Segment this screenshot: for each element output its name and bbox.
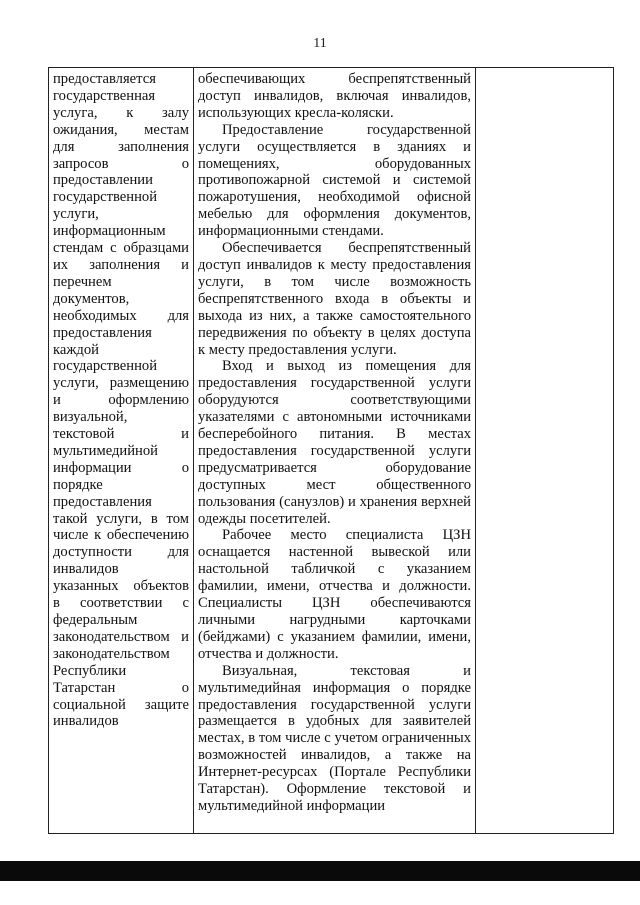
- left-line: предоставлении: [53, 172, 153, 189]
- paragraph: Рабочее место специалиста ЦЗН оснащается настенной вывеской или настольной табличкой с указанием фамилии, имени, отчества и должности. Специалисты ЦЗН обеспечиваются личными нагрудными карточками (бейджами) с указанием фамилии, имени, отчества и должности.: [198, 527, 471, 662]
- left-line: инвалидов: [53, 713, 119, 730]
- left-line: социальной защите: [53, 696, 189, 713]
- left-line: государственной: [53, 189, 158, 206]
- left-line: информации о: [53, 459, 189, 476]
- left-line: необходимых для: [53, 307, 189, 324]
- left-line: Республики: [53, 662, 127, 679]
- left-line: Татарстан о: [53, 679, 189, 696]
- left-line: услуга, к залу: [53, 104, 189, 121]
- paragraph: обеспечивающих беспрепятственный доступ инвалидов, включая инвалидов, использующих кресла-коляски.: [198, 71, 471, 121]
- table-row: [49, 68, 614, 834]
- left-line: числе к обеспечению: [53, 527, 189, 544]
- left-line: информационным: [53, 223, 166, 240]
- page-number: 11: [313, 36, 327, 51]
- left-line: федеральным: [53, 612, 138, 628]
- left-line: законодательством и: [53, 628, 189, 645]
- left-line: стендам с образцами: [53, 240, 189, 257]
- right-column-cell: [476, 68, 614, 834]
- left-line: указанных объектов: [53, 578, 189, 595]
- left-line: запросов о: [53, 155, 189, 172]
- left-line: услуги, размещению: [53, 375, 189, 392]
- left-line: перечнем: [53, 273, 112, 290]
- left-column-cell: [49, 68, 194, 834]
- middle-column-cell: [194, 68, 476, 834]
- paragraph: Вход и выход из помещения для предоставления государственной услуги оборудуются соответствующими указателями с автономными источниками бесперебойного питания. В местах предоставления государственной услуги предусматривается оборудование доступных мест общественного пользования (санузлов) и хранения верхней одежды посетителей.: [198, 358, 471, 527]
- left-line: государственной: [53, 358, 158, 375]
- requirements-table: [48, 67, 614, 834]
- paragraph: Обеспечивается беспрепятственный доступ инвалидов к месту предоставления услуги, в том числе возможность беспрепятственного входа в объекты и выхода из них, а также самостоятельного передвижения по объекту в целях доступа к месту предоставления услуги.: [198, 240, 471, 358]
- left-line: ожидания, местам: [53, 121, 189, 138]
- left-line: предоставления: [53, 324, 152, 341]
- left-line: каждой: [53, 341, 99, 358]
- left-line: законодательством: [53, 645, 170, 662]
- left-line: государственная: [53, 87, 156, 104]
- scan-edge-bar: [0, 861, 640, 881]
- left-line: предоставляется: [53, 71, 156, 87]
- left-line: в соответствии с: [53, 595, 189, 612]
- left-line: документов,: [53, 290, 130, 307]
- left-line: их заполнения и: [53, 256, 189, 273]
- left-line: инвалидов: [53, 561, 119, 578]
- paragraph: Предоставление государственной услуги осуществляется в зданиях и помещениях, оборудованных противопожарной системой и системой пожаротушения, необходимой офисной мебелью для оформления документов, информационными стендами.: [198, 121, 471, 240]
- left-line: такой услуги, в том: [53, 510, 189, 527]
- left-line: и оформлению: [53, 392, 189, 409]
- left-line: текстовой и: [53, 426, 189, 443]
- left-line: порядке: [53, 476, 103, 493]
- left-line: визуальной,: [53, 409, 128, 426]
- left-line: мультимедийной: [53, 442, 158, 459]
- left-line: услуги,: [53, 206, 99, 223]
- paragraph: Визуальная, текстовая и мультимедийная информация о порядке предоставления государственной услуги размещается в удобных для заявителей местах, в том числе с учетом ограниченных возможностей инвалидов, а также на Интернет-ресурсах (Портале Республики Татарстан). Оформление текстовой и мультимедийной информации: [198, 662, 471, 814]
- left-line: предоставления: [53, 493, 152, 510]
- left-line: для заполнения: [53, 138, 189, 155]
- left-line: доступности для: [53, 544, 189, 561]
